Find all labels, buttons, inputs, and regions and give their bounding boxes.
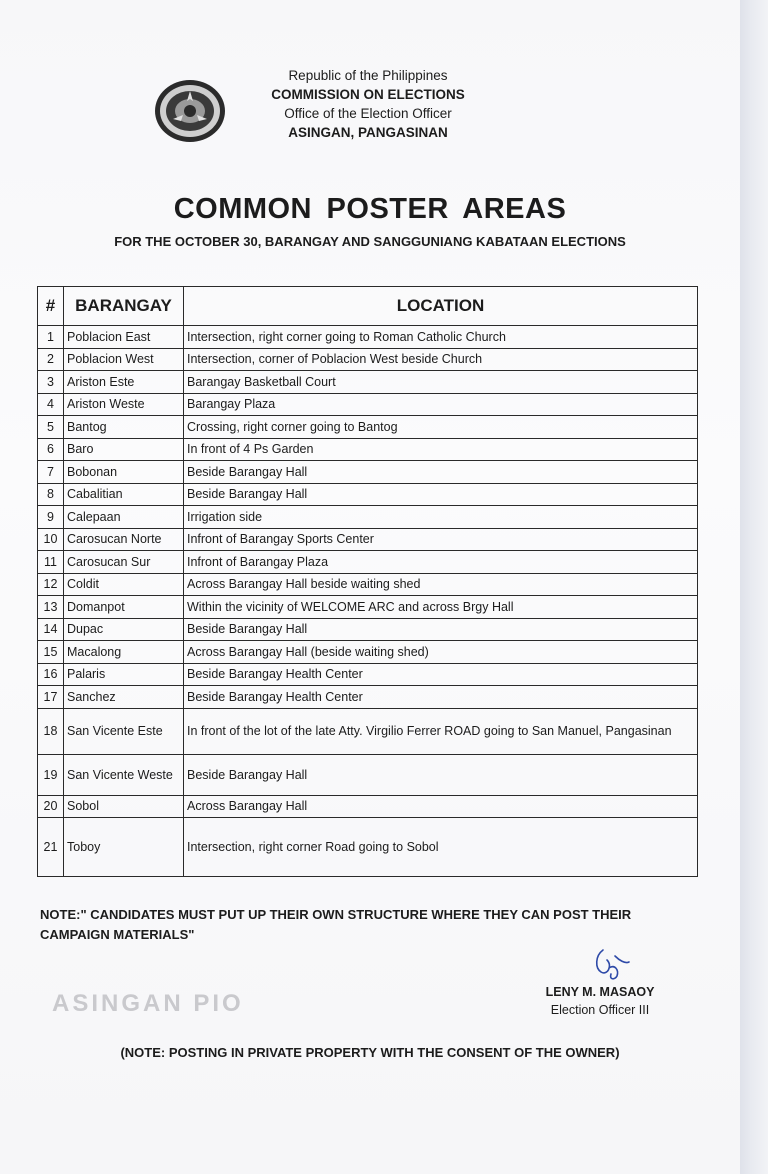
comelec-seal-icon <box>153 79 227 143</box>
table-row <box>38 663 698 686</box>
row-barangay: Dupac <box>64 618 184 641</box>
private-property-note: (NOTE: POSTING IN PRIVATE PROPERTY WITH THE CONSENT OF THE OWNER) <box>120 1045 620 1060</box>
municipality-line: ASINGAN, PANGASINAN <box>288 125 448 140</box>
table-row <box>38 754 698 795</box>
row-number: 2 <box>38 348 64 371</box>
poster-areas-table <box>37 286 698 877</box>
row-number: 3 <box>38 371 64 394</box>
document-subtitle: FOR THE OCTOBER 30, BARANGAY AND SANGGUNIANG KABATAAN ELECTIONS <box>114 234 626 249</box>
watermark: ASINGAN PIO <box>52 990 244 1017</box>
row-number: 17 <box>38 686 64 709</box>
row-barangay: Ariston Weste <box>64 393 184 416</box>
table-row <box>38 795 698 818</box>
header-num: # <box>38 287 64 326</box>
row-barangay: Bantog <box>64 416 184 439</box>
row-number: 21 <box>38 818 64 877</box>
row-number: 4 <box>38 393 64 416</box>
row-location: Intersection, corner of Poblacion West beside Church <box>184 348 698 371</box>
row-number: 18 <box>38 708 64 754</box>
row-number: 9 <box>38 506 64 529</box>
row-location: Across Barangay Hall <box>184 795 698 818</box>
row-barangay: Poblacion West <box>64 348 184 371</box>
row-barangay: Domanpot <box>64 596 184 619</box>
row-location: Infront of Barangay Sports Center <box>184 528 698 551</box>
row-number: 12 <box>38 573 64 596</box>
row-barangay: Sanchez <box>64 686 184 709</box>
row-location: Irrigation side <box>184 506 698 529</box>
row-location: Barangay Plaza <box>184 393 698 416</box>
row-barangay: Palaris <box>64 663 184 686</box>
row-barangay: Carosucan Sur <box>64 551 184 574</box>
row-location: Beside Barangay Health Center <box>184 663 698 686</box>
row-location: In front of 4 Ps Garden <box>184 438 698 461</box>
table-row <box>38 461 698 484</box>
table-row <box>38 348 698 371</box>
table-row <box>38 708 698 754</box>
row-location: In front of the lot of the late Atty. Virgilio Ferrer ROAD going to San Manuel, Pangasinan <box>184 708 698 754</box>
signatory <box>520 985 680 1017</box>
table-row <box>38 506 698 529</box>
row-number: 11 <box>38 551 64 574</box>
row-number: 6 <box>38 438 64 461</box>
table-row <box>38 551 698 574</box>
table-row <box>38 573 698 596</box>
row-location: Beside Barangay Hall <box>184 483 698 506</box>
table-row <box>38 371 698 394</box>
row-number: 10 <box>38 528 64 551</box>
candidates-note: NOTE:" CANDIDATES MUST PUT UP THEIR OWN STRUCTURE WHERE THEY CAN POST THEIR CAMPAIGN MATERIALS" <box>40 907 632 942</box>
row-location: Barangay Basketball Court <box>184 371 698 394</box>
row-location: Beside Barangay Health Center <box>184 686 698 709</box>
row-barangay: Toboy <box>64 818 184 877</box>
row-number: 15 <box>38 641 64 664</box>
row-barangay: Bobonan <box>64 461 184 484</box>
row-number: 16 <box>38 663 64 686</box>
table-row <box>38 641 698 664</box>
table-row <box>38 483 698 506</box>
row-location: Infront of Barangay Plaza <box>184 551 698 574</box>
row-barangay: Sobol <box>64 795 184 818</box>
table-row <box>38 393 698 416</box>
table-row <box>38 416 698 439</box>
row-barangay: Carosucan Norte <box>64 528 184 551</box>
row-number: 8 <box>38 483 64 506</box>
row-number: 7 <box>38 461 64 484</box>
row-location: Across Barangay Hall (beside waiting shed) <box>184 641 698 664</box>
row-barangay: Ariston Este <box>64 371 184 394</box>
row-location: Intersection, right corner going to Roman Catholic Church <box>184 326 698 349</box>
header-location: LOCATION <box>184 287 698 326</box>
row-location: Within the vicinity of WELCOME ARC and across Brgy Hall <box>184 596 698 619</box>
row-number: 20 <box>38 795 64 818</box>
header-barangay: BARANGAY <box>64 287 184 326</box>
office-line: Office of the Election Officer <box>284 106 452 121</box>
signatory-position: Election Officer III <box>550 1003 650 1017</box>
table-header-row <box>38 287 698 326</box>
table-row <box>38 326 698 349</box>
row-barangay: Calepaan <box>64 506 184 529</box>
row-location: Intersection, right corner Road going to Sobol <box>184 818 698 877</box>
table-row <box>38 618 698 641</box>
table-row <box>38 818 698 877</box>
table-row <box>38 686 698 709</box>
row-number: 1 <box>38 326 64 349</box>
table-row <box>38 438 698 461</box>
row-number: 13 <box>38 596 64 619</box>
row-number: 19 <box>38 754 64 795</box>
signatory-name: LENY M. MASAOY <box>545 985 655 999</box>
commission-line: COMMISSION ON ELECTIONS <box>271 87 465 102</box>
row-barangay: Macalong <box>64 641 184 664</box>
republic-line: Republic of the Philippines <box>288 68 448 83</box>
row-number: 14 <box>38 618 64 641</box>
table-row <box>38 528 698 551</box>
document-title: COMMON POSTER AREAS <box>173 193 567 225</box>
row-barangay: Poblacion East <box>64 326 184 349</box>
signature-icon <box>585 946 633 984</box>
row-barangay: Cabalitian <box>64 483 184 506</box>
row-location: Beside Barangay Hall <box>184 618 698 641</box>
row-location: Crossing, right corner going to Bantog <box>184 416 698 439</box>
row-number: 5 <box>38 416 64 439</box>
row-barangay: San Vicente Este <box>64 708 184 754</box>
page-edge <box>740 0 768 1174</box>
row-barangay: Coldit <box>64 573 184 596</box>
table-body <box>38 326 698 877</box>
row-barangay: Baro <box>64 438 184 461</box>
row-location: Beside Barangay Hall <box>184 754 698 795</box>
row-barangay: San Vicente Weste <box>64 754 184 795</box>
row-location: Beside Barangay Hall <box>184 461 698 484</box>
row-location: Across Barangay Hall beside waiting shed <box>184 573 698 596</box>
table-row <box>38 596 698 619</box>
